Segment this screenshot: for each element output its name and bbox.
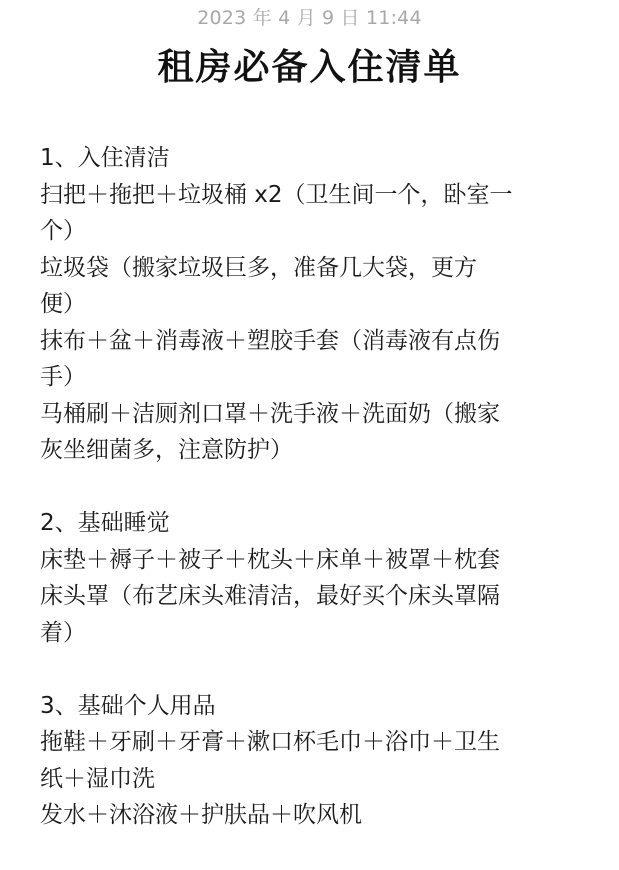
section-personal-items <box>40 688 585 834</box>
list-line: 马桶刷＋洁厕剂口罩＋洗手液＋洗面奶（搬家 <box>40 400 500 427</box>
list-line: 灰坐细菌多，注意防护） <box>40 437 293 463</box>
list-line: 便） <box>40 291 86 317</box>
list-line: 垃圾袋（搬家垃圾巨多，准备几大袋，更方 <box>40 254 477 281</box>
list-line: 拖鞋＋牙刷＋牙膏＋漱口杯毛巾＋浴巾＋卫生 <box>40 729 500 755</box>
note-body[interactable] <box>40 140 585 870</box>
list-line: 抹布＋盆＋消毒液＋塑胶手套（消毒液有点伤 <box>40 327 500 354</box>
list-line: 个） <box>40 218 86 244</box>
note-title: 租房必备入住清单 <box>157 47 462 88</box>
section-heading: 3、基础个人用品 <box>40 692 216 719</box>
list-line: 手） <box>40 364 86 390</box>
section-basic-sleeping <box>40 505 585 651</box>
list-line: 床头罩（布艺床头难清洁，最好买个床头罩隔 <box>40 583 500 609</box>
section-heading: 1、入住清洁 <box>40 145 170 171</box>
section-move-in-cleaning <box>40 140 585 469</box>
list-line: 纸＋湿巾洗 <box>40 765 155 792</box>
list-line: 扫把＋拖把＋垃圾桶 x2（卫生间一个，卧室一 <box>40 181 513 208</box>
section-heading: 2、基础睡觉 <box>40 510 170 536</box>
note-timestamp: 2023 年 4 月 9 日 11:44 <box>197 7 422 29</box>
list-line: 发水＋沐浴液＋护肤品＋吹风机 <box>40 802 362 828</box>
list-line: 着） <box>40 619 86 646</box>
list-line: 床垫＋褥子＋被子＋枕头＋床单＋被罩＋枕套 <box>40 546 500 573</box>
